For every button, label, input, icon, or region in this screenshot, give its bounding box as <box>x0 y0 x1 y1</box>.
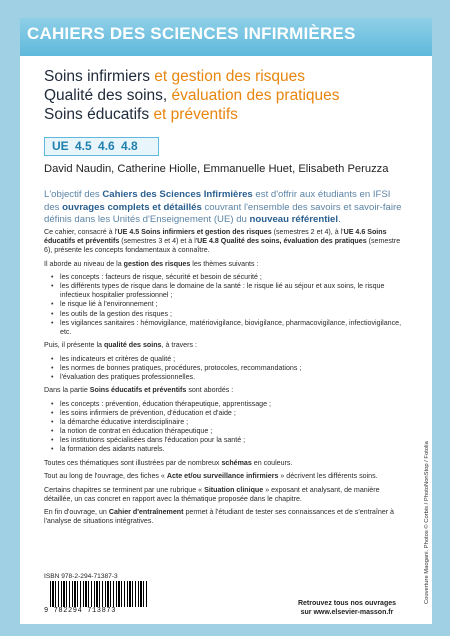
photo-credit: Couverture Maogani. Photos © Corbis / PhotoNonStop / Fotolia <box>424 441 430 604</box>
list-item: • la notion de contrat en éducation thérapeutique ; <box>60 427 408 436</box>
barcode-digits: 9 782294 713873 <box>44 607 117 615</box>
list-item: • les normes de bonnes pratiques, procédures, protocoles, recommandations ; <box>60 364 408 373</box>
isbn: ISBN 978-2-294-71387-3 <box>44 573 118 580</box>
authors: David Naudin, Catherine Hiolle, Emmanuelle Huet, Elisabeth Peruzza <box>44 163 389 175</box>
list-item: • l'évaluation des pratiques professionnelles. <box>60 373 408 382</box>
paragraph-entrainement: En fin d'ouvrage, un Cahier d'entraînement permet à l'étudiant de tester ses connaissances et de s'entraîner à l'analyse de situations intégratives. <box>44 508 395 526</box>
title-line-3: Soins éducatifs et préventifs <box>44 106 238 123</box>
ue-codes-badge: UE 4.5 4.6 4.8 <box>44 137 159 156</box>
list-item: • la formation des aidants naturels. <box>60 445 408 454</box>
barcode-bars <box>50 581 148 607</box>
paragraph-risques: Il aborde au niveau de la gestion des risques les thèmes suivants : <box>44 259 259 268</box>
paragraph-fiches: Tout au long de l'ouvrage, des fiches « Acte et/ou surveillance infirmiers » décrivent les différents soins. <box>44 472 378 481</box>
list-item: • les concepts : facteurs de risque, sécurité et besoin de sécurité ; <box>60 273 408 282</box>
list-item: • les outils de la gestion des risques ; <box>60 310 408 319</box>
promo-link[interactable]: sur www.elsevier-masson.fr <box>300 609 394 616</box>
paragraph-situation: Certains chapitres se terminent par une rubrique « Situation clinique » exposant et analysant, de manière détaillée, un cas concret en rapport avec la thématique proposée dans le chapitre. <box>44 485 380 503</box>
list-item: • les indicateurs et critères de qualité ; <box>60 355 408 364</box>
description-body <box>44 228 408 531</box>
intro-paragraph: L'objectif des Cahiers des Sciences Infirmières est d'offrir aux étudiants en IFSI des ouvrages complets et détaillés couvrant l'ensemble des savoirs et savoir-faire définis dans les Unités d'Enseignement (UE) du nouveau référentiel. <box>44 189 402 225</box>
paragraph-schemas: Toutes ces thématiques sont illustrées par de nombreux schémas en couleurs. <box>44 458 293 467</box>
paragraph-educatifs: Dans la partie Soins éducatifs et préventifs sont abordés : <box>44 386 234 395</box>
promo-line-1: Retrouvez tous nos ouvrages <box>297 600 397 607</box>
title-line-1: Soins infirmiers et gestion des risques <box>44 68 306 85</box>
list-item: • les soins infirmiers de prévention, d'éducation et d'aide ; <box>60 409 408 418</box>
series-title: CAHIERS DES SCIENCES INFIRMIÈRES <box>27 24 356 43</box>
barcode <box>44 581 154 615</box>
list-item: • les différents types de risque dans le domaine de la santé : le risque lié au séjour et aux soins, le risque infectieux hospitalier professionnel ; <box>60 282 408 300</box>
paragraph-ue: Ce cahier, consacré à l'UE 4.5 Soins infirmiers et gestion des risques (semestres 2 et 4), à l'UE 4.6 Soins éducatifs et préventifs (semestres 3 et 4) et à l'UE 4.8 Qualité des soins, évaluation des pratiques (semestre 6), présente les concepts fondamentaux à connaître. <box>44 228 401 255</box>
paragraph-qualite: Puis, il présente la qualité des soins, à travers : <box>44 341 197 350</box>
list-item: • les vigilances sanitaires : hémovigilance, matériovigilance, biovigilance, pharmacovigilance, infectiovigilance, etc. <box>60 319 408 337</box>
list-risques <box>44 273 408 337</box>
list-educatifs <box>44 400 408 455</box>
list-item: • la démarche éducative interdisciplinaire ; <box>60 418 408 427</box>
list-item: • le risque lié à l'environnement ; <box>60 300 408 309</box>
title-line-2: Qualité des soins, évaluation des pratiques <box>44 87 340 104</box>
list-qualite <box>44 355 408 382</box>
list-item: • les institutions spécialisées dans l'éducation pour la santé ; <box>60 436 408 445</box>
publisher-promo <box>287 599 407 617</box>
list-item: • les concepts : prévention, éducation thérapeutique, apprentissage ; <box>60 400 408 409</box>
